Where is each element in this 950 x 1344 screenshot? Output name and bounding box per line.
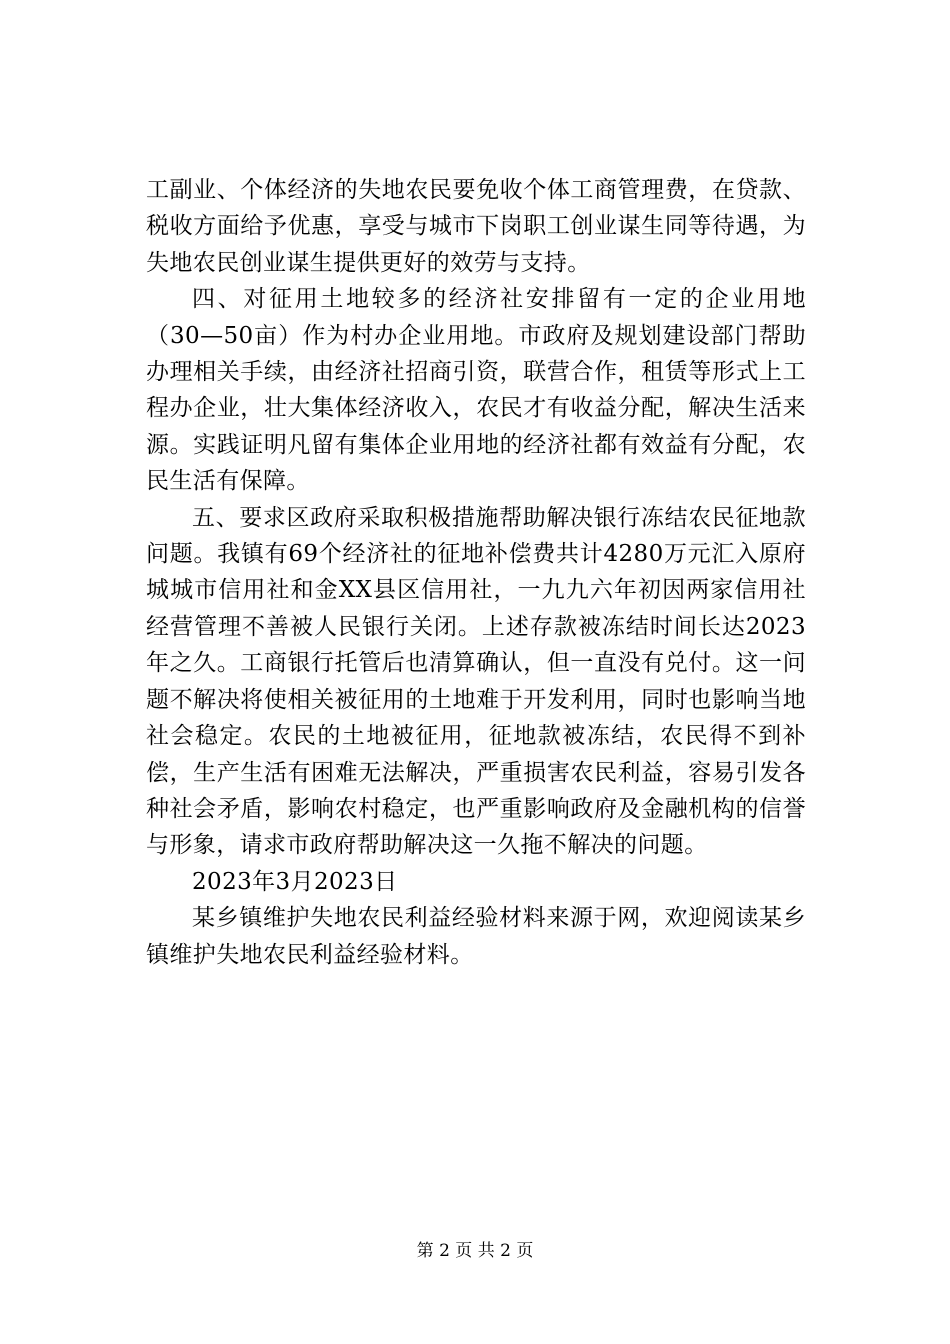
paragraph-source-note: 某乡镇维护失地农民利益经验材料来源于网，欢迎阅读某乡镇维护失地农民利益经验材料。 — [146, 905, 806, 968]
paragraph-item-four: 四、对征用土地较多的经济社安排留有一定的企业用地（30—50亩）作为村办企业用地。市政府及规划建设部门帮助办理相关手续，由经济社招商引资，联营合作，租赁等形式上工程办企业，壮大集体经济收入，农民才有收益分配，解决生活来源。实践证明凡留有集体企业用地的经济社都有效益有分配，农民生活有保障。 — [146, 286, 806, 495]
paragraph-continuation: 工副业、个体经济的失地农民要免收个体工商管理费，在贷款、税收方面给予优惠，享受与城市下岗职工创业谋生同等待遇，为失地农民创业谋生提供更好的效劳与支持。 — [146, 177, 806, 276]
document-body — [146, 172, 806, 973]
document-date: 2023年3月2023日 — [192, 868, 398, 895]
page-number-footer: 第 2 页 共 2 页 — [416, 1241, 534, 1261]
paragraph-item-five: 五、要求区政府采取积极措施帮助解决银行冻结农民征地款问题。我镇有69个经济社的征地补偿费共计4280万元汇入原府城城市信用社和金XX县区信用社，一九九六年初因两家信用社经营管理不善被人民银行关闭。上述存款被冻结时间长达2023年之久。工商银行托管后也清算确认，但一直没有兑付。这一问题不解决将使相关被征用的土地难于开发利用，同时也影响当地社会稳定。农民的土地被征用，征地款被冻结，农民得不到补偿，生产生活有困难无法解决，严重损害农民利益，容易引发各种社会矛盾，影响农村稳定，也严重影响政府及金融机构的信誉与形象，请求市政府帮助解决这一久拖不解决的问题。 — [146, 504, 806, 859]
